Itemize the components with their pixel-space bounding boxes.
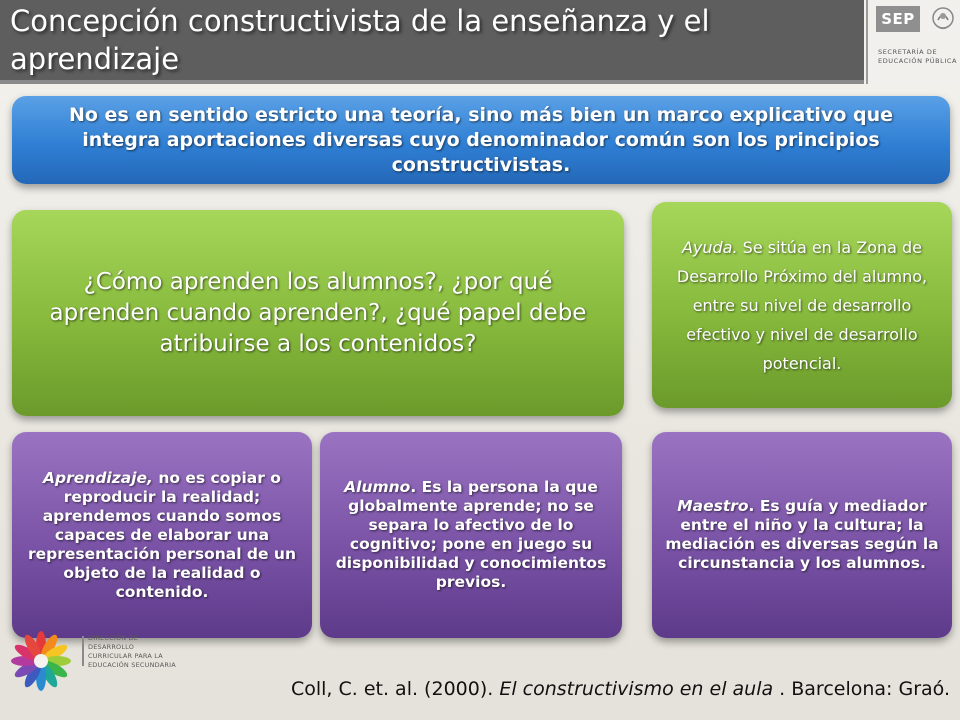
alumno-content xyxy=(332,478,610,592)
title-bar xyxy=(0,0,864,80)
aprendizaje-text: no es copiar o reproducir la realidad; aprendemos cuando somos capaces de elaborar una representación personal de un objeto de la realidad o contenido. xyxy=(27,468,297,601)
ayuda-text: Se sitúa en la Zona de Desarrollo Próximo del alumno, entre su nivel de desarrollo efectivo y nivel de desarrollo potencial. xyxy=(676,237,928,373)
sep-seal-icon xyxy=(930,4,956,34)
header-divider xyxy=(0,80,864,84)
maestro-content xyxy=(664,497,940,573)
alumno-text: . Es la persona la que globalmente aprende; no se separa lo afectivo de lo cognitivo; pone en juego su disponibilidad y conocimientos previos. xyxy=(335,478,607,591)
maestro-text: . Es guía y mediador entre el niño y la cultura; la mediación es diversas según la circunstancia y los alumnos. xyxy=(665,497,939,572)
ayuda-term: Ayuda. xyxy=(681,237,738,257)
citation-suffix: . Barcelona: Graó. xyxy=(773,678,950,700)
sep-caption xyxy=(878,48,958,66)
maestro-box xyxy=(652,432,952,638)
ayuda-box xyxy=(652,202,952,408)
maestro-term: Maestro xyxy=(677,497,749,515)
question-box xyxy=(12,210,624,416)
intro-box xyxy=(12,96,950,184)
ayuda-content xyxy=(668,233,936,378)
sep-logo xyxy=(866,0,960,84)
footer-logo xyxy=(8,628,176,708)
footer-logo-line: EDUCACIÓN SECUNDARIA xyxy=(88,661,176,669)
flower-logo-icon xyxy=(8,628,74,694)
sep-brand: SEP xyxy=(876,6,920,32)
citation-title: El constructivismo en el aula xyxy=(499,678,774,700)
question-text: ¿Cómo aprenden los alumnos?, ¿por qué aprenden cuando aprenden?, ¿qué papel debe atribuirse a los contenidos? xyxy=(49,268,587,357)
sep-caption-line: SECRETARÍA DE xyxy=(878,48,938,56)
intro-text: No es en sentido estricto una teoría, sino más bien un marco explicativo que integra aportaciones diversas cuyo denominador común son los principios constructivistas. xyxy=(68,103,893,176)
footer-logo-line: DIRECCIÓN DE DESARROLLO xyxy=(88,634,139,651)
citation-prefix: Coll, C. et. al. (2000). xyxy=(290,678,500,700)
page-title: Concepción constructivista de la enseñanza y el aprendizaje xyxy=(10,4,710,76)
aprendizaje-term: Aprendizaje, xyxy=(43,468,153,487)
sep-caption-line: EDUCACIÓN PÚBLICA xyxy=(878,57,958,65)
alumno-term: Alumno xyxy=(344,478,411,496)
footer-logo-caption xyxy=(88,634,178,670)
citation xyxy=(270,676,950,702)
footer-logo-line: CURRICULAR PARA LA xyxy=(88,652,163,660)
footer-logo-divider xyxy=(82,636,84,666)
alumno-box xyxy=(320,432,622,638)
aprendizaje-content xyxy=(24,469,300,602)
aprendizaje-box xyxy=(12,432,312,638)
